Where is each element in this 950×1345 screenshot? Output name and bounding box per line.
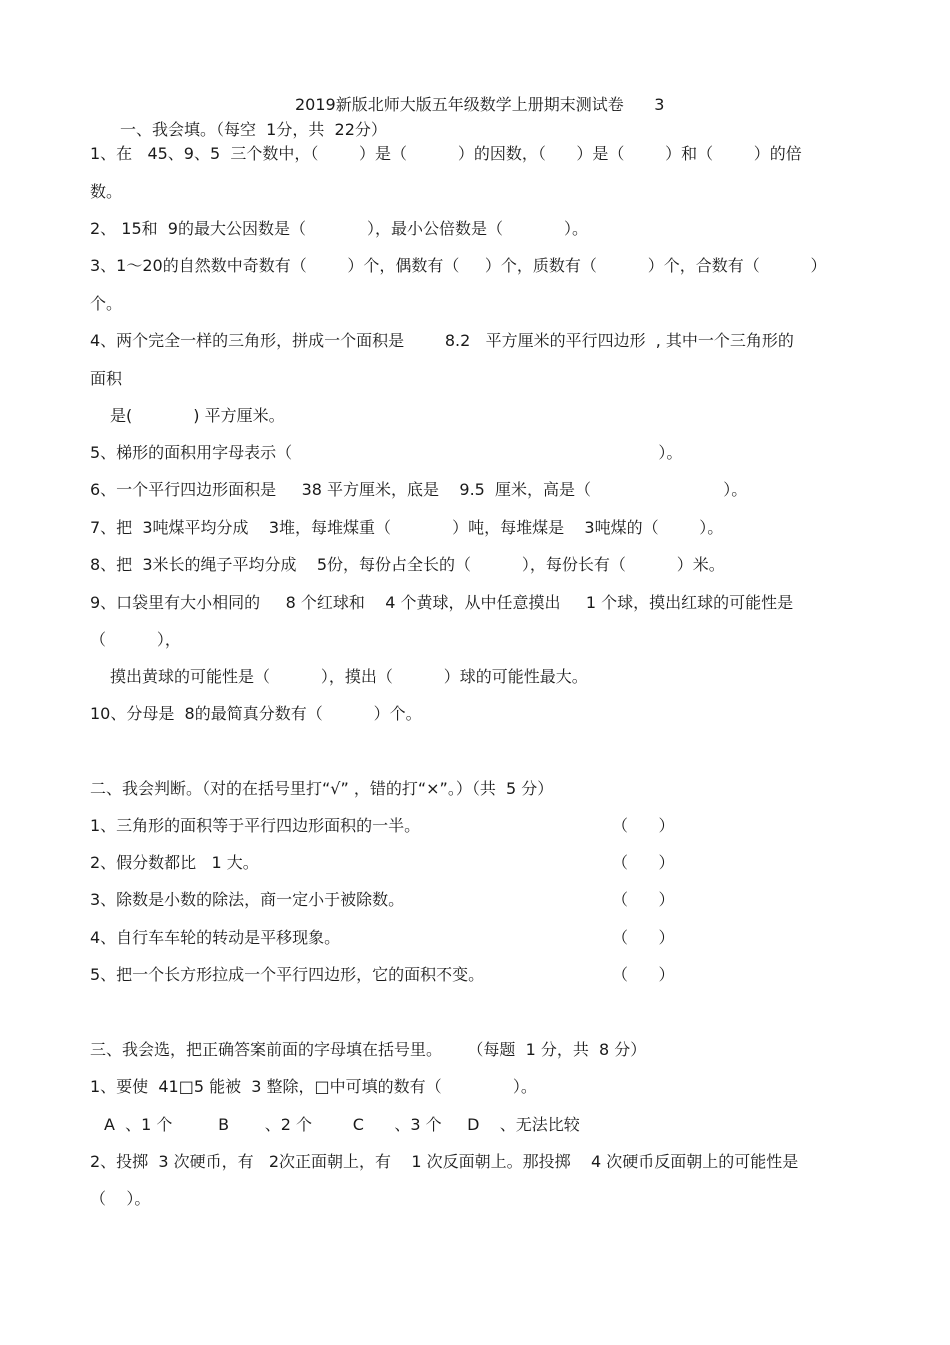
question-line: 个。 — [90, 294, 123, 313]
question-line: 数。 — [90, 182, 123, 201]
question-line: 1、在 45、9、5 三个数中，（ ）是（ ）的因数，（ ）是（ ）和（ ）的倍 — [90, 144, 802, 163]
question-line: 10、分母是 8的最简真分数有（ ）个。 — [90, 704, 422, 723]
question-line: （ ）。 — [90, 1189, 151, 1208]
question-line: 4、两个完全一样的三角形，拼成一个面积是 8.2 平方厘米的平行四边形 , 其中一个三角形的 — [90, 331, 794, 350]
choice-options: A 、1 个 B 、2 个 C 、3 个 D 、无法比较 — [104, 1115, 580, 1134]
answer-parenthesis: （ ） — [612, 853, 675, 872]
question-line: 8、把 3米长的绳子平均分成 5份，每份占全长的（ ），每份长有（ ）米。 — [90, 555, 725, 574]
question-line: 2、投掷 3 次硬币，有 2次正面朝上，有 1 次反面朝上。那投掷 4 次硬币反面朝上的可能性是 — [90, 1152, 799, 1171]
judge-item: 3、除数是小数的除法，商一定小于被除数。 — [90, 890, 405, 909]
section2-heading: 二、我会判断。（对的在括号里打“√” ，错的打“×”。）（共 5 分） — [90, 779, 554, 798]
question-line: 7、把 3吨煤平均分成 3堆，每堆煤重（ ）吨，每堆煤是 3吨煤的（ ）。 — [90, 518, 724, 537]
section3-heading: 三、我会选，把正确答案前面的字母填在括号里。 （每题 1 分，共 8 分） — [90, 1040, 647, 1059]
judge-item: 5、把一个长方形拉成一个平行四边形，它的面积不变。 — [90, 965, 485, 984]
page-title: 2019新版北师大版五年级数学上册期末测试卷 3 — [295, 95, 665, 114]
question-line: 3、1～20的自然数中奇数有（ ）个，偶数有（ ）个，质数有（ ）个，合数有（ ） — [90, 256, 827, 275]
answer-parenthesis: （ ） — [612, 965, 675, 984]
question-line: 是( ) 平方厘米。 — [110, 406, 285, 425]
judge-item: 4、自行车车轮的转动是平移现象。 — [90, 928, 341, 947]
answer-parenthesis: （ ） — [612, 890, 675, 909]
judge-item: 1、三角形的面积等于平行四边形面积的一半。 — [90, 816, 421, 835]
question-line: 面积 — [90, 369, 123, 388]
judge-item: 2、假分数都比 1 大。 — [90, 853, 259, 872]
answer-parenthesis: （ ） — [612, 816, 675, 835]
question-line: （ ）， — [90, 630, 181, 649]
section1-heading: 一、我会填。（每空 1分，共 22分） — [120, 120, 387, 139]
question-line: 9、口袋里有大小相同的 8 个红球和 4 个黄球，从中任意摸出 1 个球，摸出红球的可能性是 — [90, 593, 794, 612]
answer-parenthesis: （ ） — [612, 928, 675, 947]
question-line: 1、要使 41□5 能被 3 整除，□中可填的数有（ ）。 — [90, 1077, 537, 1096]
question-line: 2、 15和 9的最大公因数是（ ），最小公倍数是（ ）。 — [90, 219, 589, 238]
question-line: 5、梯形的面积用字母表示（ ）。 — [90, 443, 683, 462]
question-line: 摸出黄球的可能性是（ ），摸出（ ）球的可能性最大。 — [110, 667, 588, 686]
question-line: 6、一个平行四边形面积是 38 平方厘米，底是 9.5 厘米，高是（ ）。 — [90, 480, 748, 499]
